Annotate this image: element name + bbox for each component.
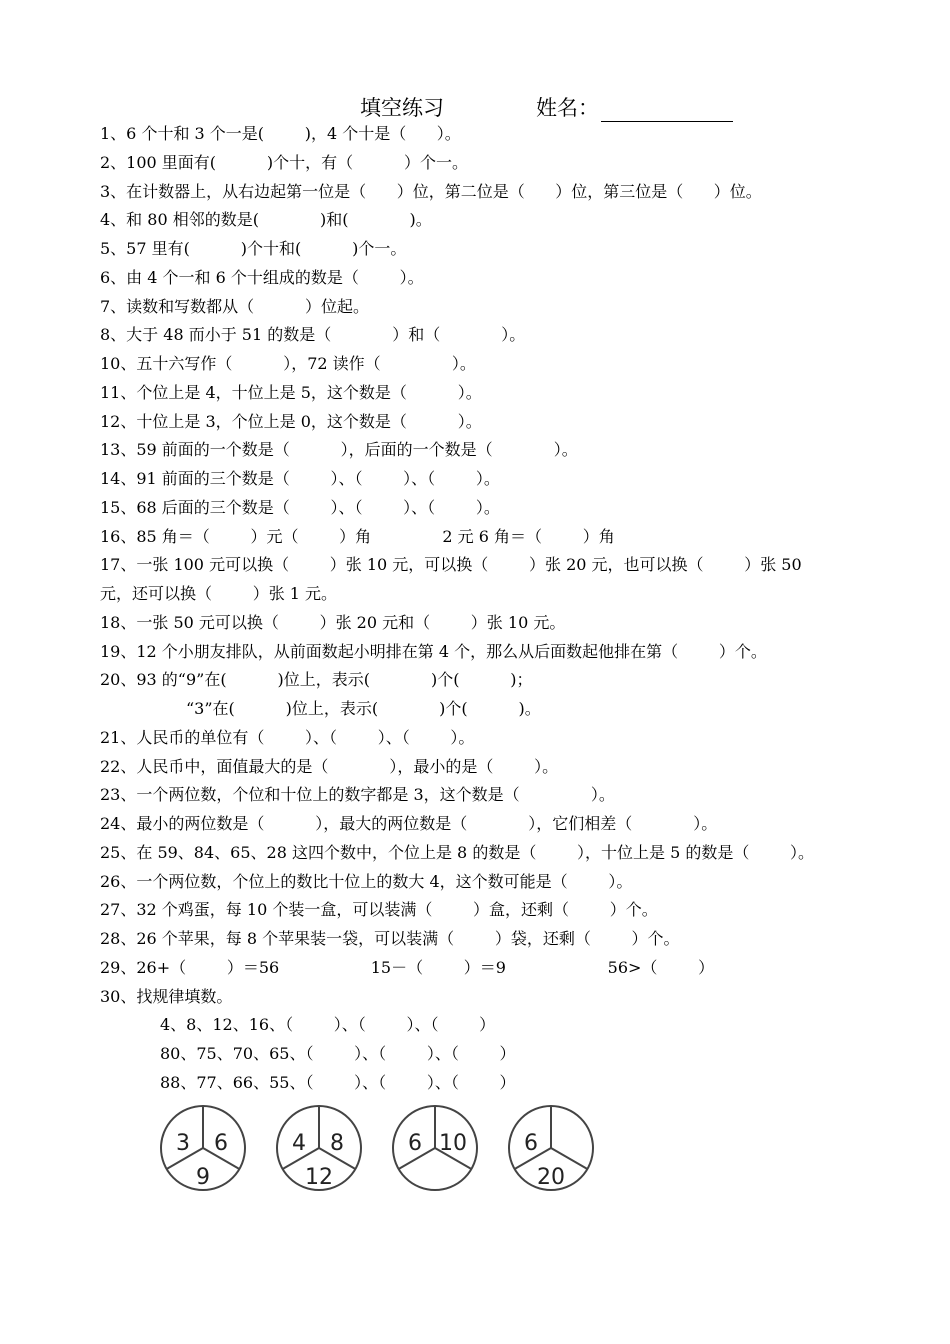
number-circle [276,1104,366,1196]
circle-number-top-left: 6 [408,1131,422,1156]
question-line: 5、57 里有( )个十和( )个一。 [100,239,407,258]
question-line: 11、个位上是 4，十位上是 5，这个数是（ ）。 [100,382,482,402]
number-circles [160,1104,620,1198]
number-circle [392,1104,482,1196]
question-line: 21、人民币的单位有（ ）、（ ）、（ ）。 [100,727,475,747]
question-line: 12、十位上是 3，个位上是 0，这个数是（ ）。 [100,411,482,431]
number-circle [160,1104,250,1196]
number-circle [508,1104,598,1196]
question-line: 19、12 个小朋友排队，从前面数起小明排在第 4 个，那么从后面数起他排在第（ ）个。 [100,641,767,661]
question-line: 27、32 个鸡蛋，每 10 个装一盒，可以装满（ ）盒，还剩（ ）个。 [100,900,658,920]
question-line: 17、一张 100 元可以换（ ）张 10 元，可以换（ ）张 20 元，也可以换（ ）张 50 [100,555,802,575]
question-line: 24、最小的两位数是（ ），最大的两位数是（ ），它们相差（ ）。 [100,814,718,833]
question-line: 26、一个两位数，个位上的数比十位上的数大 4，这个数可能是（ ）。 [100,871,633,891]
circle-number-top-left: 4 [292,1131,306,1156]
question-line: 8、大于 48 而小于 51 的数是（ ）和（ ）。 [100,325,526,345]
question-line: 3、在计数器上，从右边起第一位是（ ）位，第二位是（ ）位，第三位是（ ）位。 [100,181,762,201]
question-line: 16、85 角＝（ ）元（ ）角 2 元 6 角＝（ ）角 [100,526,615,546]
circle-number-top-right: 8 [330,1131,344,1156]
question-line: 10、五十六写作（ ），72 读作（ ）。 [100,354,476,373]
question-line: 15、68 后面的三个数是（ ）、（ ）、（ ）。 [100,497,500,517]
circle-number-top-left: 6 [524,1131,538,1156]
worksheet-title [360,92,733,122]
question-line: 元，还可以换（ ）张 1 元。 [100,584,338,603]
circle-number-top-right: 6 [214,1131,228,1156]
question-line: 4、和 80 相邻的数是( )和( )。 [100,210,432,230]
name-blank-field[interactable] [601,101,733,122]
circle-number-bottom: 12 [305,1165,333,1190]
question-line: 7、读数和写数都从（ ）位起。 [100,296,370,316]
question-line: 30、找规律填数。 [100,986,233,1006]
question-line: 29、26+（ ）＝56 15－（ ）＝9 56>（ ） [100,957,715,977]
question-line: 88、77、66、55、（ ）、（ ）、（ ） [160,1072,516,1092]
circle-number-bottom: 20 [537,1165,565,1190]
question-line: 23、一个两位数，个位和十位上的数字都是 3，这个数是（ ）。 [100,785,615,805]
question-line: 22、人民币中，面值最大的是（ ），最小的是（ ）。 [100,756,559,776]
question-line: 28、26 个苹果，每 8 个苹果装一袋，可以装满（ ）袋，还剩（ ）个。 [100,929,680,948]
question-line: 4、8、12、16、（ ）、（ ）、（ ） [160,1015,496,1035]
question-line: 2、100 里面有( )个十，有（ ）个一。 [100,152,469,172]
circle-number-top-left: 3 [176,1131,190,1156]
question-line: “3”在( )位上，表示( )个( )。 [186,699,541,718]
question-line: 25、在 59、84、65、28 这四个数中，个位上是 8 的数是（ ），十位上是 5 的数是（ ）。 [100,842,815,862]
circle-number-top-right: 10 [439,1131,467,1156]
title-text: 填空练习 [360,96,444,120]
name-label: 姓名： [536,96,599,120]
question-line: 18、一张 50 元可以换（ ）张 20 元和（ ）张 10 元。 [100,612,566,632]
question-line: 14、91 前面的三个数是（ ）、（ ）、（ ）。 [100,469,500,488]
circle-number-bottom: 9 [196,1165,210,1190]
question-line: 80、75、70、65、（ ）、（ ）、（ ） [160,1044,516,1063]
question-line: 6、由 4 个一和 6 个十组成的数是（ ）。 [100,267,424,287]
question-line: 1、6 个十和 3 个一是( )，4 个十是（ ）。 [100,124,461,143]
question-line: 13、59 前面的一个数是（ ），后面的一个数是（ ）。 [100,440,578,460]
question-line: 20、93 的“9”在( )位上，表示( )个( )； [100,670,533,690]
